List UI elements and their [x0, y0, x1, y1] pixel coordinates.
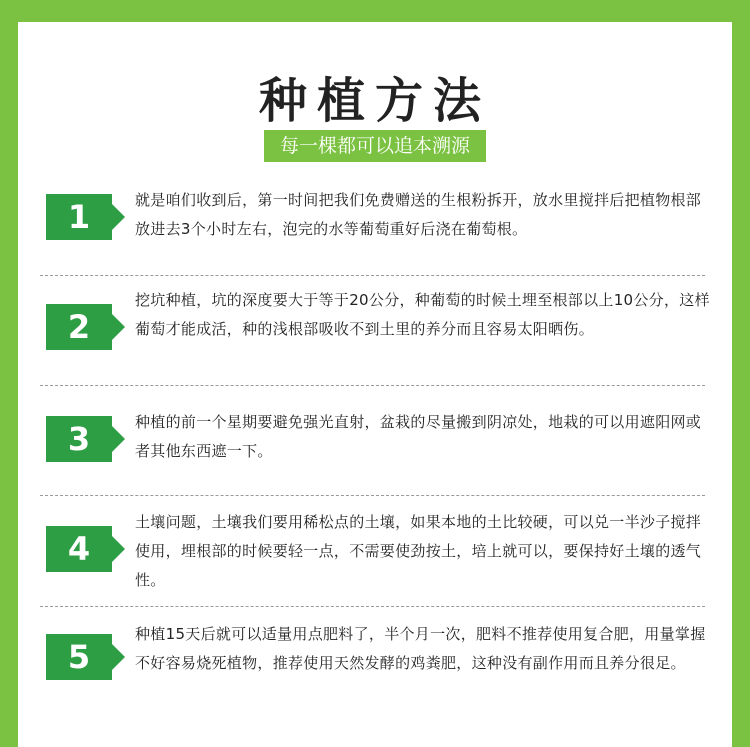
dashed-divider	[40, 606, 705, 607]
dashed-divider	[40, 275, 705, 276]
step-number-badge: 5	[46, 634, 112, 680]
step-text: 种植的前一个星期要避免强光直射，盆栽的尽量搬到阴凉处，地栽的可以用遮阳网或者其他东西遮一下。	[135, 413, 702, 460]
page-title: 种植方法	[258, 73, 491, 129]
step-text: 挖坑种植，坑的深度要大于等于20公分，种葡萄的时候土埋至根部以上10公分，这样葡萄才能成活，种的浅根部吸收不到土里的养分而且容易太阳晒伤。	[135, 291, 710, 338]
step-text: 土壤问题，土壤我们要用稀松点的土壤，如果本地的土比较硬，可以兑一半沙子搅拌使用，埋根部的时候要轻一点，不需要使劲按土，培上就可以，要保持好土壤的透气性。	[135, 513, 702, 589]
step-text: 种植15天后就可以适量用点肥料了，半个月一次，肥料不推荐使用复合肥，用量掌握不好容易烧死植物，推荐使用天然发酵的鸡粪肥，这种没有副作用而且养分很足。	[135, 625, 706, 672]
dashed-divider	[40, 385, 705, 386]
dashed-divider	[40, 495, 705, 496]
subtitle-banner: 每一棵都可以追本溯源	[264, 130, 486, 162]
step-text: 就是咱们收到后，第一时间把我们免费赠送的生根粉拆开，放水里搅拌后把植物根部放进去3个小时左右，泡完的水等葡萄重好后浇在葡萄根。	[135, 191, 702, 238]
step-number-badge: 3	[46, 416, 112, 462]
step-number-badge: 4	[46, 526, 112, 572]
step-number-badge: 1	[46, 194, 112, 240]
step-number-badge: 2	[46, 304, 112, 350]
